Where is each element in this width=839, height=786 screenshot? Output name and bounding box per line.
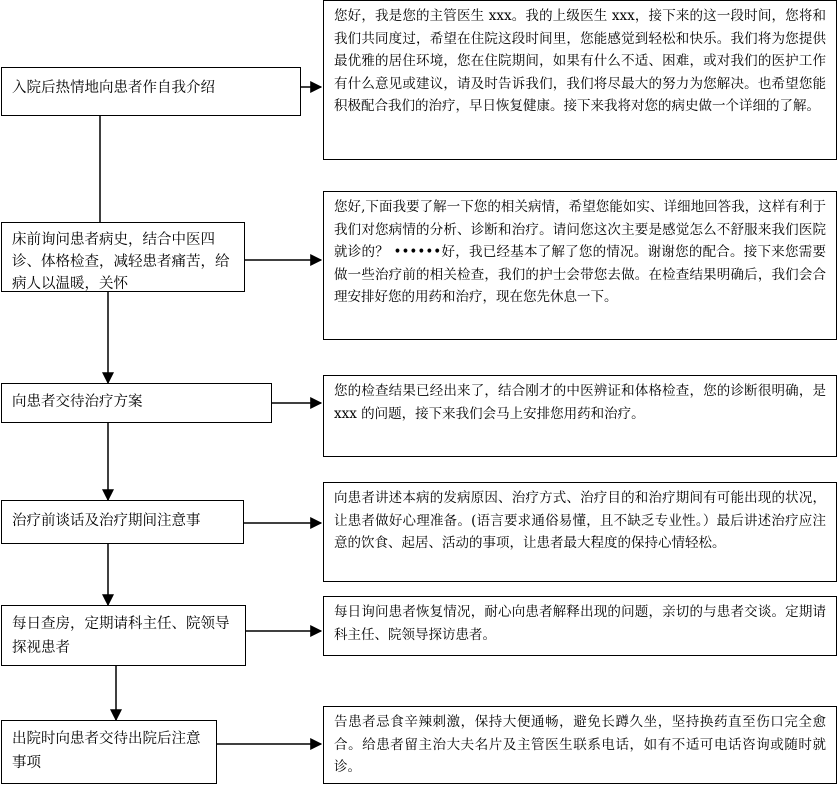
step-5-box <box>1 605 246 666</box>
detail-2-box <box>323 191 837 340</box>
detail-3-box <box>323 375 837 457</box>
detail-5-text: 每日询问患者恢复情况，耐心向患者解释出现的问题，亲切的与患者交谈。定期请科主任、院领导探访患者。 <box>334 604 826 643</box>
detail-1-text: 您好，我是您的主管医生 xxx。我的上级医生 xxx，接下来的这一段时间，您将和我们共同度过，希望在住院这段时间里，您能感觉到轻松和快乐。我们将为您提供最优雅的居住环境，您在住院期间，如果有什么不适、困难，或对我们的医护工作有什么意见或建议，请及时告诉我们，我们将尽最大的努力为您解决。也希望您能积极配合我们的治疗，早日恢复健康。接下来我将对您的病史做一个详细的了解。 <box>334 8 826 114</box>
detail-5-box <box>323 596 837 656</box>
step-4-box <box>1 500 244 544</box>
detail-2-text: 您好,下面我要了解一下您的相关病情，希望您能如实、详细地回答我，这样有利于我们对您病情的分析、诊断和治疗。请问您这次主要是感觉怎么不舒服来我们医院就诊的？ ••••••好，我已经基本了解了您的情况。谢谢您的配合。接下来您需要做一些治疗前的相关检查，我们的护士会带您去做。在检查结果明确后，我们会合理安排好您的用药和治疗，现在您先休息一下。 <box>334 199 826 305</box>
step-6-box <box>1 720 217 784</box>
detail-6-text: 告患者忌食辛辣刺激，保持大便通畅，避免长蹲久坐，坚持换药直至伤口完全愈合。给患者留主治大夫名片及主管医生联系电话，如有不适可电话咨询或随时就诊。 <box>334 714 826 775</box>
step-1-box <box>1 67 301 116</box>
detail-4-text: 向患者讲述本病的发病原因、治疗方式、治疗目的和治疗期间有可能出现的状况，让患者做好心理准备。(语言要求通俗易懂，且不缺乏专业性。）最后讲述治疗应注意的饮食、起居、活动的事项，让患者最大程度的保持心情轻松。 <box>334 490 826 551</box>
step-5-label: 每日查房，定期请科主任、院领导探视患者 <box>12 616 230 656</box>
step-4-label: 治疗前谈话及治疗期间注意事 <box>12 513 201 529</box>
detail-3-text: 您的检查结果已经出来了，结合刚才的中医辨证和体格检查，您的诊断很明确，是 xxx 的问题，接下来我们会马上安排您用药和治疗。 <box>334 383 826 422</box>
detail-6-box <box>323 706 837 784</box>
detail-4-box <box>323 482 837 582</box>
step-6-label: 出院时向患者交待出院后注意事项 <box>12 731 201 771</box>
step-1-label: 入院后热情地向患者作自我介绍 <box>12 80 215 96</box>
step-2-label: 床前询问患者病史，结合中医四诊、体格检查，减轻患者痛苦，给病人以温暖，关怀 <box>12 232 230 292</box>
step-2-box <box>1 222 245 292</box>
detail-1-box <box>323 0 837 160</box>
step-3-box <box>1 383 272 423</box>
step-3-label: 向患者交待治疗方案 <box>12 394 143 410</box>
